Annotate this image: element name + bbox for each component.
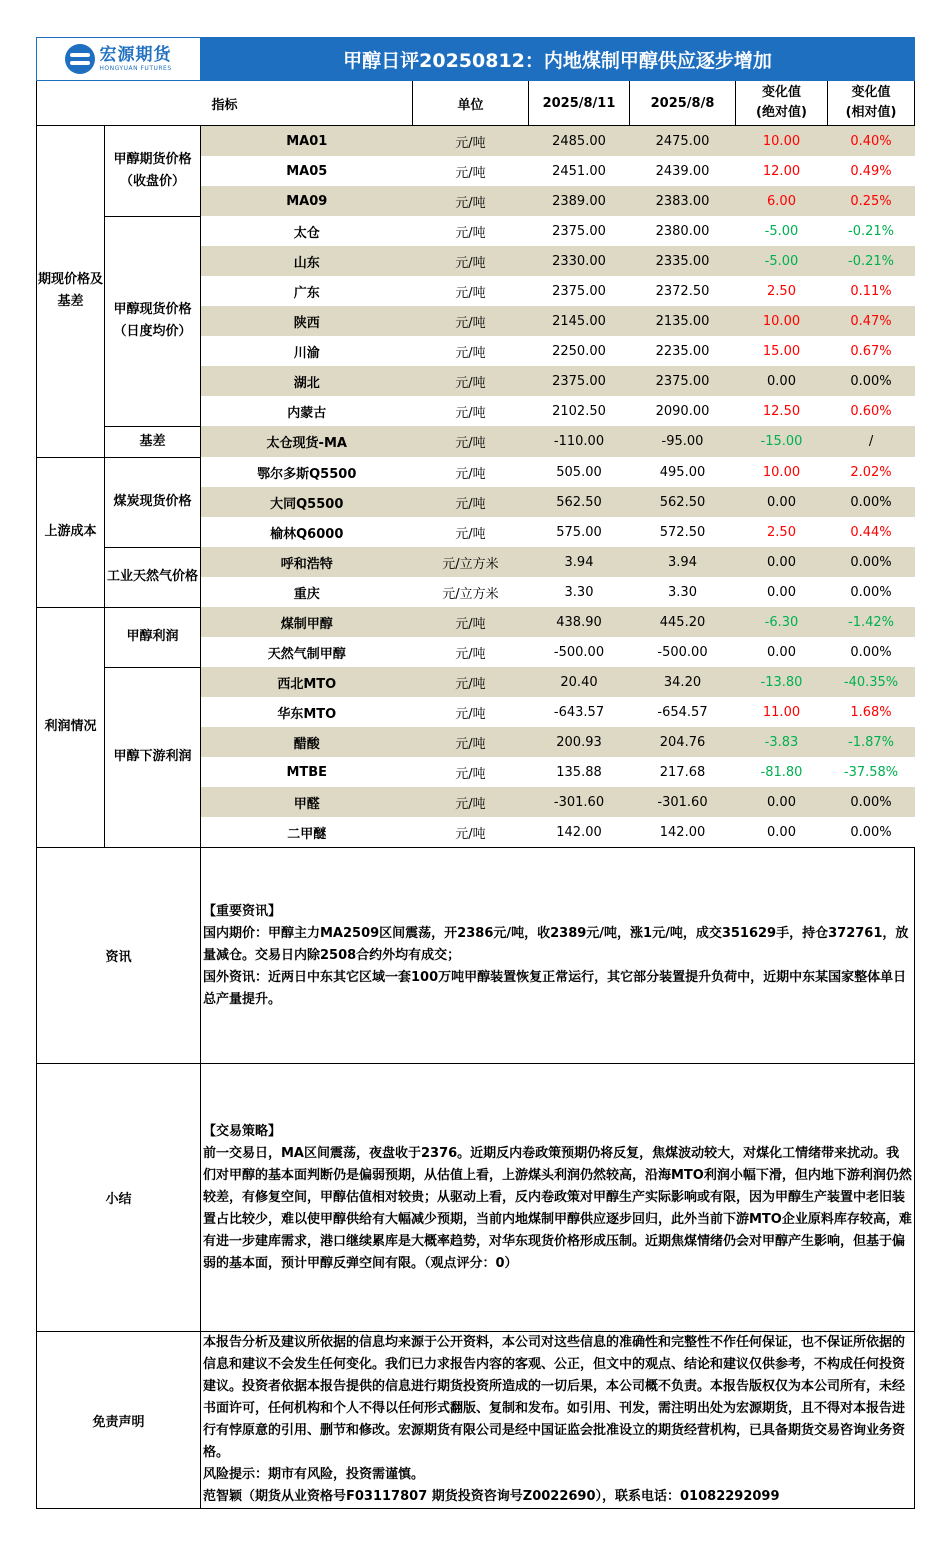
row-abs-change: 2.50	[767, 283, 796, 299]
row-abs-change: 2.50	[767, 524, 796, 540]
row-abs-change: 10.00	[762, 464, 801, 480]
row-rel-change: 0.11%	[850, 283, 892, 299]
row-name: 湖北	[201, 366, 413, 396]
row-name: MA09	[201, 186, 413, 216]
row-value-date1: 3.30	[564, 584, 594, 600]
row-value-date2: 2375.00	[630, 366, 736, 396]
row-abs-change: 6.00	[736, 186, 828, 216]
row-value-date2: -301.60	[630, 787, 736, 817]
report-title: 甲醇日评20250812：内地煤制甲醇供应逐步增加	[201, 38, 915, 81]
row-value-date1: 2451.00	[552, 163, 606, 179]
row-unit: 元/吨	[455, 766, 486, 782]
row-value-date2: 2439.00	[655, 163, 710, 179]
subgroup-label: 甲醇下游利润	[105, 667, 201, 848]
row-value-date1: 2250.00	[552, 343, 606, 359]
row-abs-change: -5.00	[764, 223, 799, 239]
row-value-date2: -654.57	[657, 704, 708, 720]
row-name: MA05	[286, 163, 328, 179]
row-unit: 元/吨	[455, 405, 486, 421]
row-value-date2: 3.30	[668, 584, 697, 600]
subgroup-label: 甲醇利润	[105, 607, 201, 667]
row-abs-change: 15.00	[762, 343, 801, 359]
row-abs-change: 0.00	[767, 824, 796, 840]
summary-text: 【交易策略】 前一交易日，MA区间震荡，夜盘收于2376。近期反内卷政策预期仍将反复，焦煤波动较大，对煤化工情绪带来扰动。我们对甲醇的基本面判断仍是偏弱预期，从估值上看，上游煤头利润仍然较高，沿海MTO利润小幅下滑，但内地下游利润仍然较差，有修复空间，甲醇估值相对较贵；从驱动上看，反内卷政策对甲醇生产实际影响或有限，因为甲醇生产装置中老旧装置占比较少，难以使甲醇供给有大幅减少预期，当前内地煤制甲醇供应逐步回归，此外当前下游MTO企业原料库存较高，难有进一步建库需求，港口继续累库是大概率趋势，对华东现货价格形成压制。近期焦煤情绪仍会对甲醇产生影响，但基于偏弱的基本面，预计甲醇反弹空间有限。（观点评分：0）	[201, 1064, 915, 1332]
row-value-date1: 142.00	[556, 824, 602, 840]
row-value-date1: 2389.00	[529, 186, 630, 216]
row-rel-change: -0.21%	[848, 223, 894, 239]
row-rel-change: 2.02%	[850, 464, 892, 480]
table-row	[37, 126, 915, 157]
row-value-date1: 575.00	[556, 524, 602, 540]
row-rel-change: 0.25%	[828, 186, 915, 216]
row-abs-change: 12.50	[762, 403, 801, 419]
row-rel-change: 0.49%	[850, 163, 892, 179]
row-name: 大同Q5500	[201, 487, 413, 517]
row-value-date2: 34.20	[630, 667, 736, 697]
row-name: 榆林Q6000	[270, 526, 344, 542]
row-name: 煤制甲醇	[201, 607, 413, 637]
row-name: 呼和浩特	[201, 547, 413, 577]
row-unit: 元/吨	[455, 285, 486, 301]
row-value-date2: 2372.50	[655, 283, 710, 299]
row-rel-change: 0.60%	[850, 403, 892, 419]
row-rel-change: /	[828, 426, 915, 457]
news-text: 【重要资讯】 国内期价：甲醇主力MA2509区间震荡，开2386元/吨，收2389元/吨，涨1元/吨，成交351629手，持仓372761，放量减仓。交易日内除2508合约外均有成交； 国外资讯：近两日中东其它区域一套100万吨甲醇装置恢复正常运行，其它部分装置提升负荷中，近期中东某国家整体单日总产量提升。	[201, 848, 915, 1064]
row-name: 山东	[201, 246, 413, 276]
row-unit: 元/吨	[455, 826, 486, 842]
row-rel-change: 0.00%	[828, 787, 915, 817]
row-unit: 元/吨	[413, 306, 529, 336]
row-abs-change: 11.00	[762, 704, 801, 720]
row-value-date2: 2380.00	[655, 223, 710, 239]
row-name: 华东MTO	[277, 706, 337, 722]
row-name: 重庆	[293, 586, 320, 602]
row-unit: 元/吨	[413, 667, 529, 697]
row-rel-change: 0.44%	[850, 524, 892, 540]
row-value-date1: -643.57	[553, 704, 605, 720]
row-name: 鄂尔多斯Q5500	[257, 466, 357, 482]
row-value-date1: 20.40	[529, 667, 630, 697]
row-name: MTBE	[286, 764, 328, 780]
col-date2: 2025/8/8	[630, 81, 736, 126]
news-label: 资讯	[37, 848, 201, 1064]
row-name: 天然气制甲醇	[267, 646, 346, 662]
row-unit: 元/吨	[413, 607, 529, 637]
row-abs-change: -3.83	[736, 727, 828, 757]
col-date1: 2025/8/11	[529, 81, 630, 126]
row-rel-change: -0.21%	[828, 246, 915, 276]
group-label: 利润情况	[37, 607, 105, 848]
subgroup-label: 基差	[105, 426, 201, 457]
row-abs-change: -5.00	[736, 246, 828, 276]
row-rel-change: 0.40%	[828, 126, 915, 157]
row-abs-change: 10.00	[736, 306, 828, 336]
row-abs-change: -15.00	[736, 426, 828, 457]
row-abs-change: -6.30	[736, 607, 828, 637]
row-value-date1: -500.00	[553, 644, 605, 660]
row-value-date1: 2375.00	[552, 283, 606, 299]
row-value-date1: -110.00	[529, 426, 630, 457]
table-row	[37, 426, 915, 457]
row-unit: 元/吨	[413, 246, 529, 276]
row-value-date1: 2485.00	[529, 126, 630, 157]
row-abs-change: 0.00	[736, 547, 828, 577]
row-value-date2: -500.00	[657, 644, 708, 660]
row-value-date2: 572.50	[659, 524, 706, 540]
row-value-date2: 2135.00	[630, 306, 736, 336]
row-rel-change: 0.00%	[850, 644, 892, 660]
row-rel-change: 0.00%	[828, 487, 915, 517]
row-name: 广东	[293, 285, 320, 301]
row-unit: 元/吨	[413, 186, 529, 216]
row-unit: 元/吨	[413, 426, 529, 457]
row-value-date1: 2330.00	[529, 246, 630, 276]
row-value-date2: 3.94	[630, 547, 736, 577]
disclaimer-text: 本报告分析及建议所依据的信息均来源于公开资料，本公司对这些信息的准确性和完整性不作任何保证，也不保证所依据的信息和建议不会发生任何变化。我们已力求报告内容的客观、公正，但文中的观点、结论和建议仅供参考，不构成任何投资建议。投资者依据本报告提供的信息进行期货投资所造成的一切后果，本公司概不负责。本报告版权仅为本公司所有，未经书面许可，任何机构和个人不得以任何形式翻版、复制和发布。如引用、刊发，需注明出处为宏源期货，且不得对本报告进行有悖原意的引用、删节和修改。宏源期货有限公司是经中国证监会批准设立的期货经营机构，已具备期货交易咨询业务资格。 风险提示：期市有风险，投资需谨慎。 范智颖（期货从业资格号F03117807 期货投资咨询号Z0022690），联系电话：01082292099	[201, 1332, 915, 1509]
col-abs-change: 变化值 (绝对值)	[736, 81, 828, 126]
row-name: 太仓	[293, 225, 320, 241]
row-rel-change: 0.00%	[828, 547, 915, 577]
row-name: 醋酸	[201, 727, 413, 757]
table-row	[37, 607, 915, 637]
row-value-date2: 217.68	[659, 764, 706, 780]
subgroup-label: 甲醇现货价格（日度均价）	[105, 216, 201, 426]
hongyuan-logo-icon	[65, 44, 95, 74]
row-unit: 元/吨	[413, 487, 529, 517]
row-value-date2: 495.00	[659, 464, 706, 480]
col-rel-change: 变化值 (相对值)	[828, 81, 915, 126]
table-row	[37, 457, 915, 487]
row-value-date2: 204.76	[630, 727, 736, 757]
row-abs-change: 0.00	[736, 487, 828, 517]
row-unit: 元/吨	[413, 126, 529, 157]
row-name: 太仓现货-MA	[201, 426, 413, 457]
row-value-date1: 200.93	[529, 727, 630, 757]
row-unit: 元/吨	[413, 727, 529, 757]
row-rel-change: -40.35%	[828, 667, 915, 697]
row-unit: 元/吨	[455, 526, 486, 542]
table-row	[37, 667, 915, 697]
table-row	[37, 216, 915, 246]
row-name: MA01	[201, 126, 413, 157]
row-value-date1: 3.94	[529, 547, 630, 577]
row-value-date1: 562.50	[529, 487, 630, 517]
logo-name-en: HONGYUAN FUTURES	[99, 64, 172, 72]
row-value-date1: 438.90	[529, 607, 630, 637]
row-rel-change: 0.00%	[828, 366, 915, 396]
row-abs-change: -13.80	[736, 667, 828, 697]
row-abs-change: 0.00	[736, 366, 828, 396]
row-abs-change: 12.00	[762, 163, 801, 179]
methanol-table	[36, 37, 915, 1509]
row-abs-change: -81.80	[760, 764, 803, 780]
group-label: 上游成本	[37, 457, 105, 607]
subgroup-label: 甲醇期货价格（收盘价）	[105, 126, 201, 217]
row-rel-change: 0.47%	[828, 306, 915, 336]
row-abs-change: 10.00	[736, 126, 828, 157]
row-value-date1: 2375.00	[529, 366, 630, 396]
subgroup-label: 煤炭现货价格	[105, 457, 201, 547]
row-name: 二甲醚	[287, 826, 327, 842]
row-name: 川渝	[293, 345, 320, 361]
row-rel-change: -1.42%	[828, 607, 915, 637]
row-rel-change: 0.00%	[850, 824, 892, 840]
row-abs-change: 0.00	[767, 584, 796, 600]
row-rel-change: 0.67%	[850, 343, 892, 359]
row-name: 陕西	[201, 306, 413, 336]
col-indicator: 指标	[37, 81, 413, 126]
row-rel-change: -1.87%	[828, 727, 915, 757]
row-abs-change: 0.00	[736, 787, 828, 817]
row-value-date2: 562.50	[630, 487, 736, 517]
row-value-date2: 2235.00	[655, 343, 710, 359]
row-value-date1: 505.00	[556, 464, 602, 480]
group-label: 期现价格及基差	[37, 126, 105, 458]
row-unit: 元/吨	[413, 366, 529, 396]
row-rel-change: 1.68%	[850, 704, 892, 720]
row-unit: 元/立方米	[413, 547, 529, 577]
row-unit: 元/吨	[455, 646, 486, 662]
col-unit: 单位	[413, 81, 529, 126]
row-unit: 元/吨	[455, 165, 486, 181]
row-value-date1: 135.88	[556, 764, 602, 780]
row-value-date2: -95.00	[630, 426, 736, 457]
row-value-date2: 2475.00	[630, 126, 736, 157]
disclaimer-label: 免责声明	[37, 1332, 201, 1509]
row-unit: 元/吨	[455, 706, 486, 722]
logo	[37, 38, 201, 81]
row-name: 甲醛	[201, 787, 413, 817]
row-unit: 元/吨	[413, 787, 529, 817]
row-value-date1: 2375.00	[552, 223, 606, 239]
row-value-date1: 2102.50	[552, 403, 606, 419]
row-value-date1: 2145.00	[529, 306, 630, 336]
logo-name: 宏源期货	[99, 44, 172, 65]
row-value-date2: 2383.00	[630, 186, 736, 216]
row-unit: 元/吨	[455, 466, 486, 482]
subgroup-label: 工业天然气价格	[105, 547, 201, 607]
row-value-date2: 142.00	[659, 824, 706, 840]
row-name: 内蒙古	[287, 405, 327, 421]
row-value-date1: -301.60	[529, 787, 630, 817]
summary-label: 小结	[37, 1064, 201, 1332]
row-value-date2: 445.20	[630, 607, 736, 637]
row-rel-change: 0.00%	[850, 584, 892, 600]
row-value-date2: 2335.00	[630, 246, 736, 276]
row-name: 西北MTO	[201, 667, 413, 697]
row-value-date2: 2090.00	[655, 403, 710, 419]
row-unit: 元/立方米	[442, 586, 499, 602]
report-sheet	[36, 37, 914, 1509]
table-row	[37, 547, 915, 577]
row-rel-change: -37.58%	[843, 764, 899, 780]
row-unit: 元/吨	[455, 225, 486, 241]
row-abs-change: 0.00	[767, 644, 796, 660]
row-unit: 元/吨	[455, 345, 486, 361]
